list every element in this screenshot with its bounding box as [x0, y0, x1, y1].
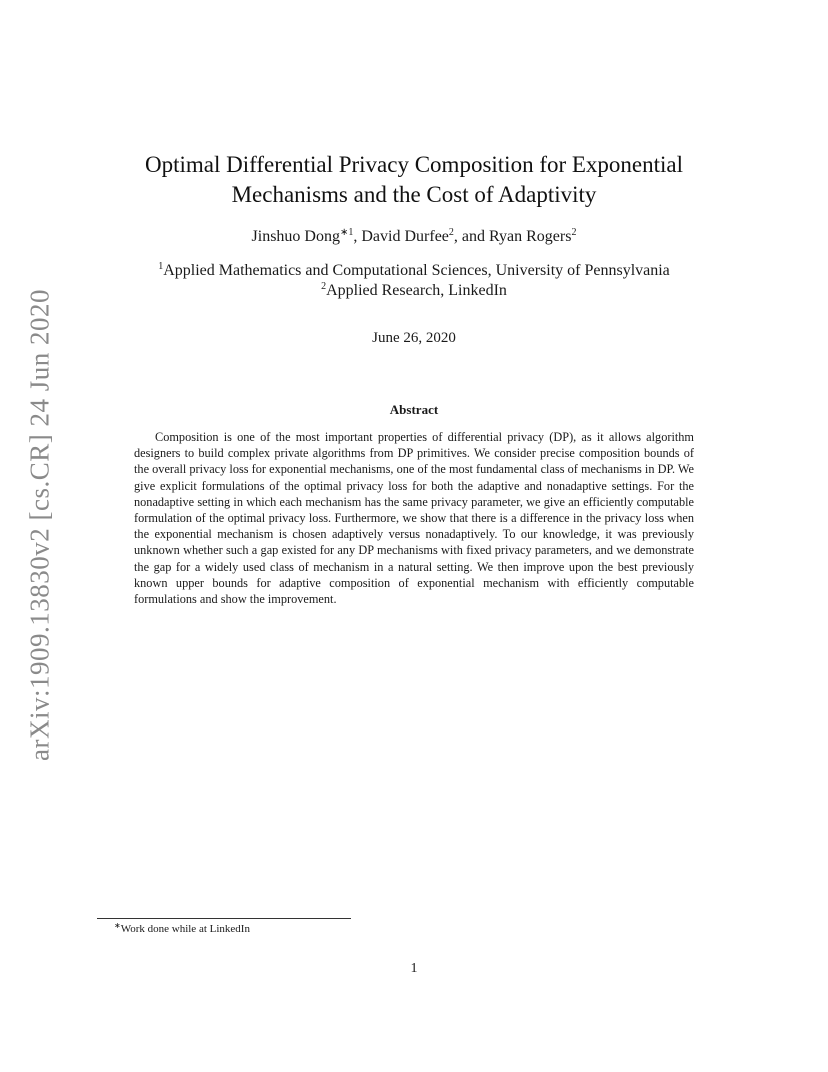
footnote [114, 923, 250, 935]
footnote-mark: ∗ [114, 921, 121, 930]
author-affiliation-mark: 2 [448, 227, 454, 238]
author-separator: , and [453, 228, 489, 245]
publication-date: June 26, 2020 [372, 330, 456, 346]
author-affiliation-mark: ∗1 [339, 227, 354, 238]
author-separator: , [353, 228, 362, 245]
author-name: Ryan Rogers [489, 228, 572, 245]
paper-title-line-1: Optimal Differential Privacy Composition for Exponential [144, 152, 684, 177]
affiliation-line [60, 261, 768, 281]
paper-title [100, 150, 728, 210]
affiliations [60, 261, 768, 301]
author-affiliation-mark: 2 [571, 227, 577, 238]
arxiv-identifier-stamp: arXiv:1909.13830v2 [cs.CR] 24 Jun 2020 [24, 289, 55, 761]
affiliation-mark: 1 [158, 261, 164, 272]
footnote-text: Work done while at LinkedIn [120, 923, 250, 935]
footnote-divider [97, 918, 351, 919]
abstract-heading: Abstract [389, 402, 439, 417]
author-list [100, 228, 728, 246]
author-name: David Durfee [361, 228, 449, 245]
affiliation-mark: 2 [321, 281, 327, 292]
abstract-body: Composition is one of the most important properties of differential privacy (DP), as it allows algorithm designers to build complex private algorithms from DP primitives. We consider precise composition bounds of the overall privacy loss for exponential mechanisms, one of the most fundamental class of mechanisms in DP. We give explicit formulations of the optimal privacy loss for both the adaptive and nonadaptive settings. For the nonadaptive setting in which each mechanism has the same privacy parameter, we give an efficiently computable formulation of the optimal privacy loss. Furthermore, we show that there is a difference in the privacy loss when the exponential mechanism is chosen adaptively versus nonadaptively. To our knowledge, it was previously unknown whether such a gap existed for any DP mechanisms with fixed privacy parameters, and we demonstrate the gap for a widely used class of mechanism in a natural setting. We then improve upon the best previously known upper bounds for adaptive composition of exponential mechanism with efficiently computable formulations and show the improvement. [134, 430, 694, 607]
affiliation-text: Applied Research, LinkedIn [326, 282, 507, 299]
paper-title-line-2: Mechanisms and the Cost of Adaptivity [231, 182, 597, 207]
author-name: Jinshuo Dong [251, 228, 340, 245]
page-number: 1 [410, 961, 418, 976]
affiliation-line [60, 281, 768, 301]
affiliation-text: Applied Mathematics and Computational Sciences, University of Pennsylvania [163, 262, 670, 279]
